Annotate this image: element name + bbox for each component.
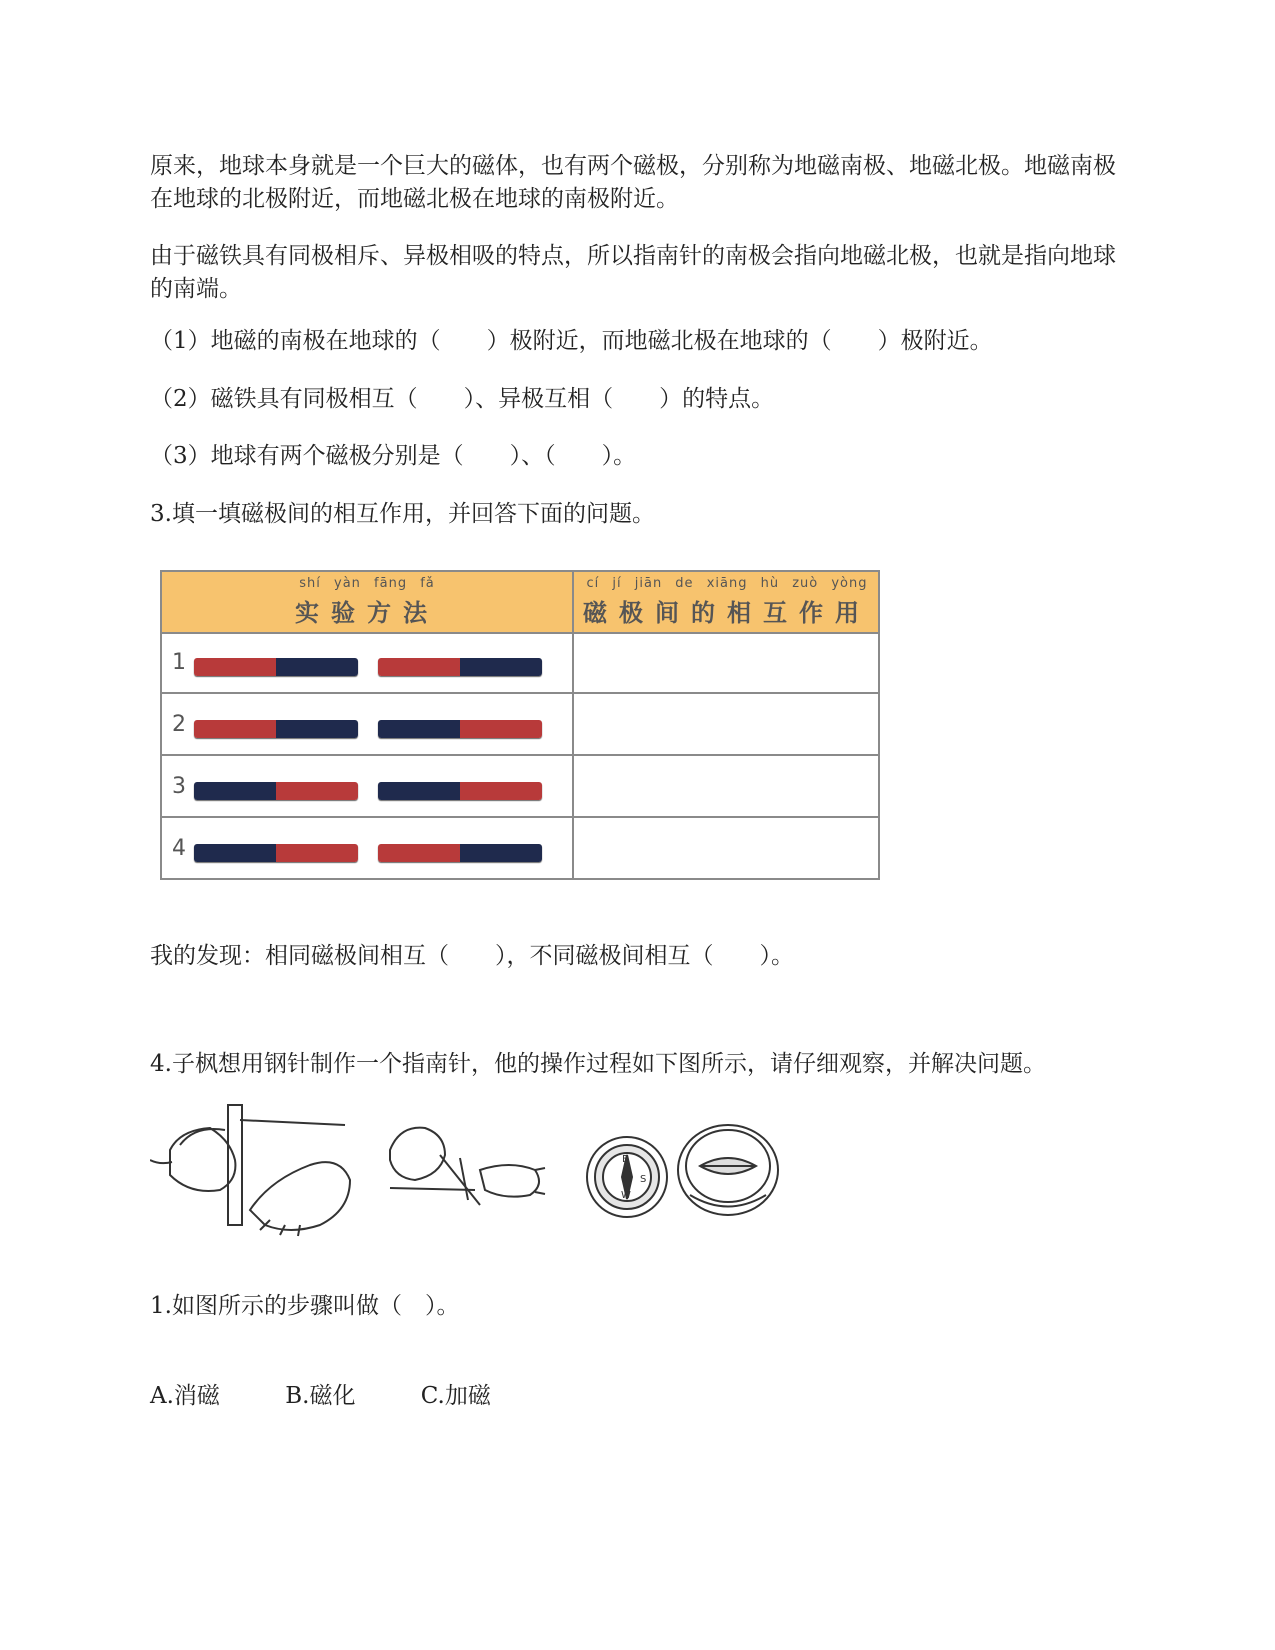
magnet-pole-red <box>194 720 276 738</box>
magnet-pole-blue <box>194 844 276 862</box>
compass-making-illustration <box>150 1100 790 1250</box>
answer-cell[interactable] <box>574 818 880 880</box>
magnet-pole-red <box>378 844 460 862</box>
paragraph-compass-principle: 由于磁铁具有同极相斥、异极相吸的特点，所以指南针的南极会指向地磁北极，也就是指向地球的南端。 <box>150 243 1116 302</box>
option-b[interactable]: B.磁化 <box>285 1383 356 1409</box>
question-3: （3）地球有两个磁极分别是（ ）、（ ）。 <box>150 443 637 469</box>
bar-magnet-icon <box>378 844 542 862</box>
bar-magnet-icon <box>194 844 358 862</box>
bar-magnet-icon <box>194 720 358 738</box>
magnet-pole-blue <box>378 782 460 800</box>
option-c[interactable]: C.加磁 <box>420 1383 491 1409</box>
magnet-interaction-table <box>160 570 880 880</box>
bar-magnet-icon <box>378 720 542 738</box>
magnet-pole-blue <box>378 720 460 738</box>
magnet-pole-blue <box>460 844 542 862</box>
magnet-pole-red <box>460 720 542 738</box>
compass-letter-s: S <box>640 1174 647 1185</box>
bar-magnet-icon <box>194 782 358 800</box>
table-column-divider <box>572 572 574 878</box>
row-number: 1 <box>172 650 186 675</box>
header-interaction-title: 磁极间的相互作用 <box>583 598 871 627</box>
magnet-pole-red <box>378 658 460 676</box>
header-interaction-pinyin: cí jí jiān de xiāng hù zuò yòng <box>586 576 868 591</box>
compass-letter-w: W <box>621 1190 631 1201</box>
header-method-title: 实验方法 <box>295 598 439 627</box>
table-row <box>162 756 878 818</box>
row-number: 2 <box>172 712 186 737</box>
magnet-pole-red <box>460 782 542 800</box>
bar-magnet-icon <box>194 658 358 676</box>
row-number: 3 <box>172 774 186 799</box>
magnet-pole-blue <box>276 658 358 676</box>
bar-magnet-icon <box>378 658 542 676</box>
magnet-pole-red <box>194 658 276 676</box>
discovery-statement: 我的发现：相同磁极间相互（ ），不同磁极间相互（ ）。 <box>150 943 794 969</box>
question-2: （2）磁铁具有同极相互（ ）、异极互相（ ）的特点。 <box>150 386 775 412</box>
answer-cell[interactable] <box>574 756 880 816</box>
table-row <box>162 632 878 694</box>
table-row <box>162 694 878 756</box>
table-header <box>162 572 878 634</box>
answer-cell[interactable] <box>574 694 880 754</box>
header-interaction <box>574 572 880 632</box>
floating-needle-bowl-drawing-icon <box>678 1125 778 1215</box>
sub-question-1: 1.如图所示的步骤叫做（ ）。 <box>150 1293 460 1319</box>
magnet-pole-blue <box>194 782 276 800</box>
needle-on-magnet-drawing-icon <box>390 1128 545 1205</box>
header-method-pinyin: shí yàn fāng fǎ <box>299 576 435 591</box>
bar-magnet-icon <box>378 782 542 800</box>
table-row <box>162 818 878 880</box>
answer-cell[interactable] <box>574 632 880 692</box>
section-4-heading: 4.子枫想用钢针制作一个指南针，他的操作过程如下图所示，请仔细观察，并解决问题。 <box>150 1051 1046 1077</box>
magnet-pole-red <box>276 844 358 862</box>
magnet-pole-blue <box>276 720 358 738</box>
magnetize-needle-drawing-icon <box>150 1105 350 1236</box>
header-method <box>162 572 572 632</box>
magnet-pole-blue <box>460 658 542 676</box>
question-1: （1）地磁的南极在地球的（ ）极附近，而地磁北极在地球的（ ）极附近。 <box>150 328 993 354</box>
magnet-pole-red <box>276 782 358 800</box>
answer-options <box>150 1380 549 1413</box>
option-a[interactable]: A.消磁 <box>150 1383 220 1409</box>
paragraph-earth-magnet: 原来，地球本身就是一个巨大的磁体，也有两个磁极，分别称为地磁南极、地磁北极。地磁南极在地球的北极附近，而地磁北极在地球的南极附近。 <box>150 153 1116 212</box>
section-3-heading: 3.填一填磁极间的相互作用，并回答下面的问题。 <box>150 501 655 527</box>
compass-letter-e: E <box>622 1154 629 1165</box>
compass-drawing-icon <box>587 1137 667 1217</box>
row-number: 4 <box>172 836 186 861</box>
